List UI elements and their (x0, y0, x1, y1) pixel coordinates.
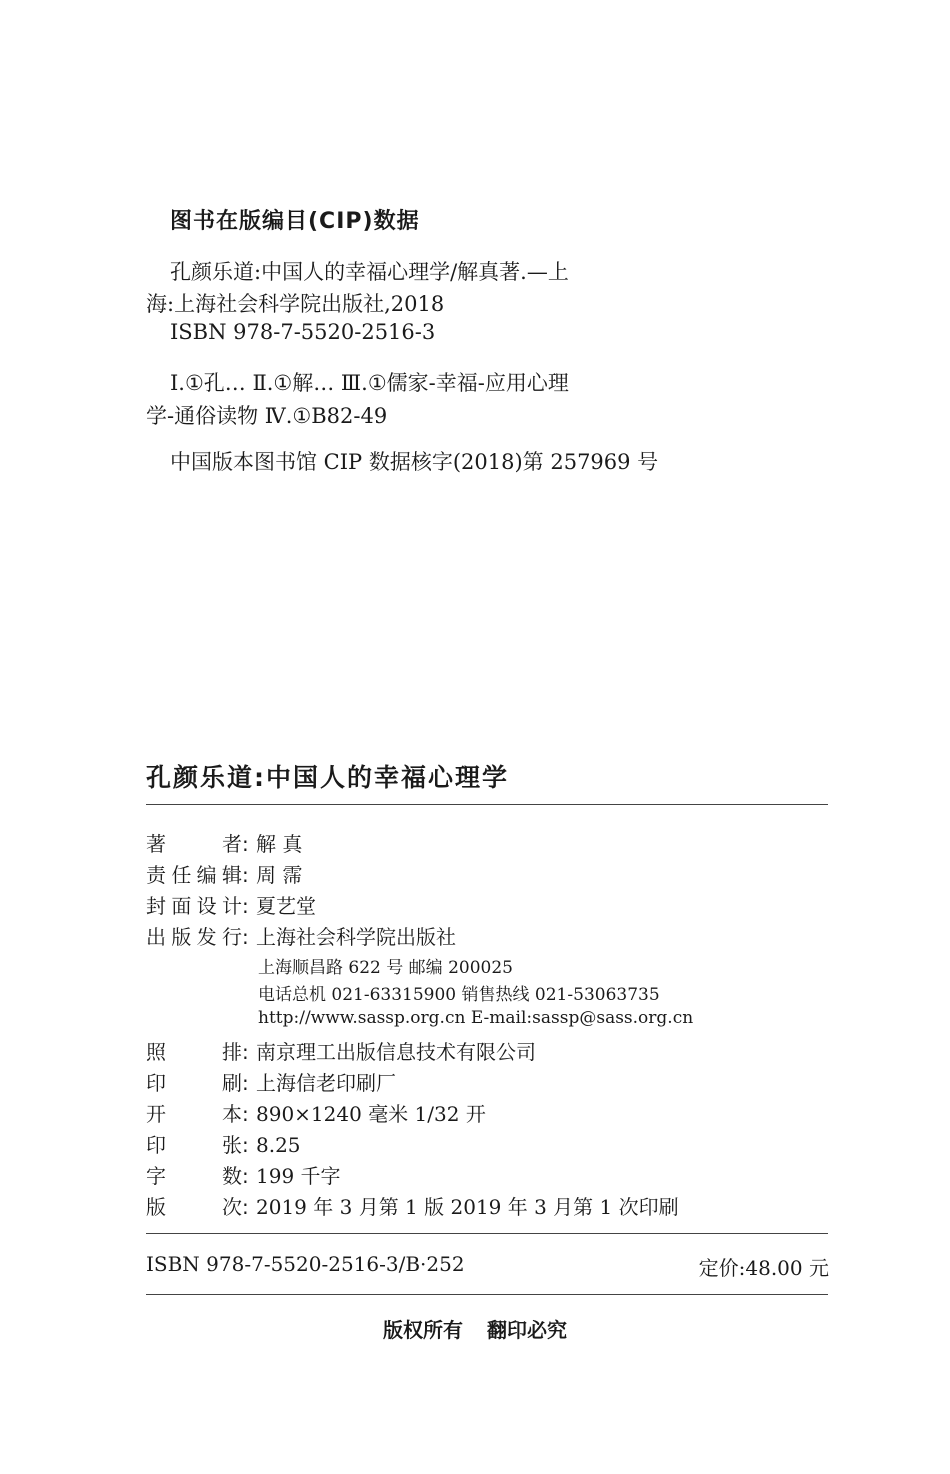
detail-value: 周 霈 (256, 863, 303, 887)
price-value: 48.00 元 (745, 1256, 829, 1280)
cip-line-2: 海:上海社会科学院出版社,2018 (146, 292, 445, 316)
detail-value: 南京理工出版信息技术有限公司 (256, 1040, 536, 1064)
detail-author (146, 828, 302, 857)
detail-editor (146, 859, 302, 888)
cip-record-number: 中国版本图书馆 CIP 数据核字(2018)第 257969 号 (170, 450, 659, 474)
divider-bottom (146, 1294, 828, 1295)
detail-label: 印刷 (146, 1071, 242, 1095)
divider-top (146, 804, 828, 805)
detail-colon: : (242, 832, 249, 856)
cip-line-1: 孔颜乐道:中国人的幸福心理学/解真著.—上 (170, 260, 569, 284)
detail-value: 上海信老印刷厂 (256, 1071, 396, 1095)
detail-value: 8.25 (256, 1133, 301, 1157)
cip-classification-1: Ⅰ.①孔… Ⅱ.①解… Ⅲ.①儒家-幸福-应用心理 (170, 371, 569, 395)
detail-value: 2019 年 3 月第 1 版 2019 年 3 月第 1 次印刷 (256, 1195, 679, 1219)
detail-format (146, 1098, 486, 1127)
footer-isbn: ISBN 978-7-5520-2516-3/B·252 (146, 1252, 465, 1276)
cip-isbn: ISBN 978-7-5520-2516-3 (170, 320, 436, 344)
cip-heading: 图书在版编目(CIP)数据 (170, 209, 420, 234)
publisher-address: 上海顺昌路 622 号 邮编 200025 (258, 958, 513, 978)
detail-typesetting (146, 1036, 536, 1065)
detail-label: 印张 (146, 1133, 242, 1157)
detail-colon: : (242, 863, 249, 887)
divider-middle (146, 1233, 828, 1234)
cip-classification-2: 学-通俗读物 Ⅳ.①B82-49 (146, 404, 388, 428)
detail-sheets (146, 1129, 301, 1158)
detail-label: 著者 (146, 832, 242, 856)
publisher-web: http://www.sassp.org.cn E-mail:sassp@sass.org.cn (258, 1008, 694, 1028)
detail-colon: : (242, 1133, 249, 1157)
detail-word-count (146, 1160, 341, 1189)
detail-colon: : (242, 925, 249, 949)
book-title: 孔颜乐道:中国人的幸福心理学 (146, 763, 509, 792)
detail-colon: : (242, 1102, 249, 1126)
detail-value: 上海社会科学院出版社 (256, 925, 456, 949)
detail-colon: : (242, 1164, 249, 1188)
detail-label: 照排 (146, 1040, 242, 1064)
detail-label: 出版发行 (146, 925, 242, 949)
detail-colon: : (242, 1195, 249, 1219)
detail-label: 封面设计 (146, 894, 242, 918)
detail-colon: : (242, 1071, 249, 1095)
detail-label: 开本 (146, 1102, 242, 1126)
rights-reserved: 版权所有 (383, 1318, 463, 1342)
publisher-phones: 电话总机 021-63315900 销售热线 021-53063735 (258, 985, 660, 1005)
detail-value: 夏艺堂 (256, 894, 316, 918)
detail-colon: : (242, 894, 249, 918)
no-reproduction: 翻印必究 (487, 1318, 567, 1342)
price (699, 1252, 829, 1281)
detail-publisher (146, 921, 456, 950)
detail-value: 解 真 (256, 832, 303, 856)
detail-label: 责任编辑 (146, 863, 242, 887)
detail-printing (146, 1067, 396, 1096)
detail-colon: : (242, 1040, 249, 1064)
detail-label: 字数 (146, 1164, 242, 1188)
detail-cover-design (146, 890, 316, 919)
copyright-notice (0, 1314, 950, 1343)
detail-value: 890×1240 毫米 1/32 开 (256, 1102, 486, 1126)
price-label: 定价: (698, 1256, 746, 1280)
detail-edition (146, 1191, 679, 1220)
detail-label: 版次 (146, 1195, 242, 1219)
detail-value: 199 千字 (256, 1164, 341, 1188)
